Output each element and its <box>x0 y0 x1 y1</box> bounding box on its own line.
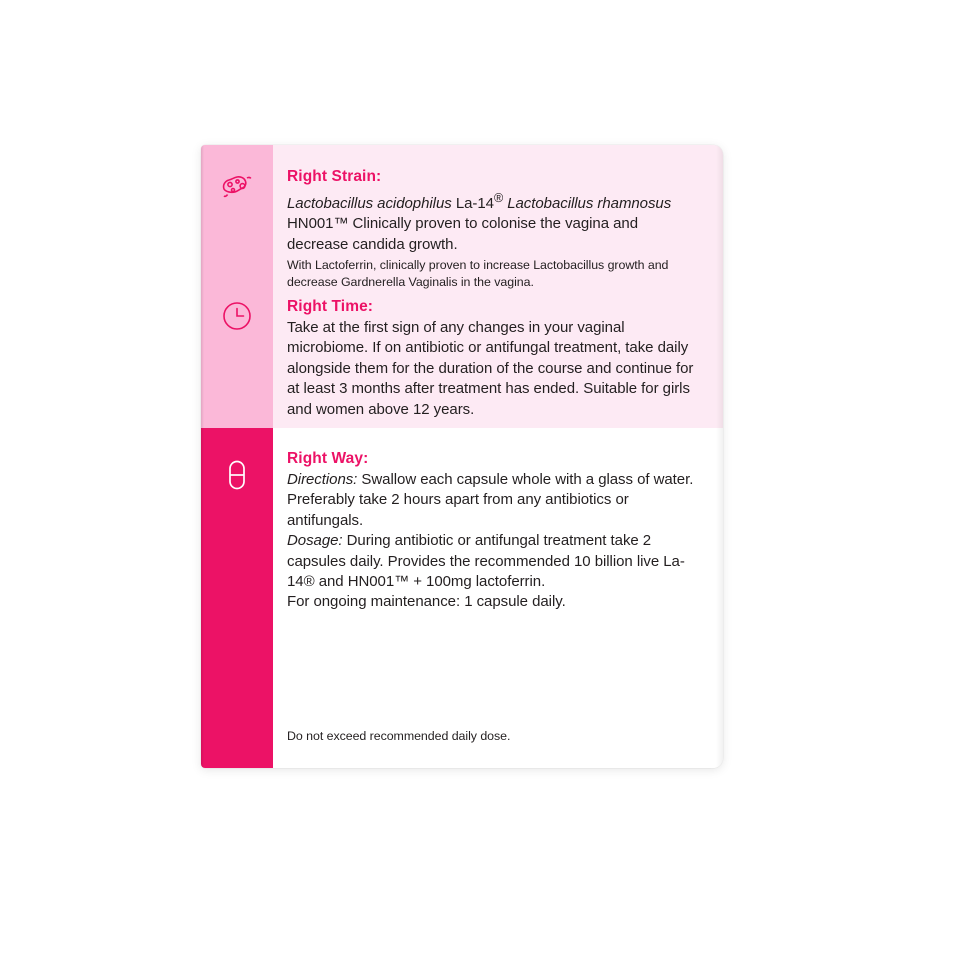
strain-code-2: HN001™ Clinically proven to colonise the vagina and decrease candida growth. <box>287 215 638 253</box>
section-body-right-time: Take at the first sign of any changes in your vaginal microbiome. If on antibiotic or antifungal treatment, take daily alongside them for the duration of the course and continue for at least 3 months after treatment has ended. Suitable for girls and women above 12 years. <box>287 319 694 418</box>
section-title-right-way: Right Way: <box>287 450 369 467</box>
directions-paragraph <box>287 470 699 531</box>
directions-text: Swallow each capsule whole with a glass of water. Preferably take 2 hours apart from any antibiotics or antifungals. <box>287 471 694 529</box>
section-right-way <box>287 449 699 613</box>
strain-name-2: Lactobacillus rhamnosus <box>503 195 672 212</box>
section-right-time <box>287 297 699 420</box>
panel-content <box>287 145 707 768</box>
clock-icon <box>217 296 257 336</box>
registered-mark-1: ® <box>493 191 504 205</box>
strain-fine-print: With Lactoferrin, clinically proven to increase Lactobacillus growth and decrease Gardnerella Vaginalis in the vagina. <box>287 258 669 289</box>
footnote-warning: Do not exceed recommended daily dose. <box>287 729 511 743</box>
section-body-right-strain <box>287 188 699 255</box>
maintenance-text: For ongoing maintenance: 1 capsule daily. <box>287 593 566 611</box>
strain-name-1: Lactobacillus acidophilus <box>287 195 452 212</box>
capsule-icon <box>217 455 257 495</box>
dosage-paragraph <box>287 531 699 592</box>
bacteria-icon <box>217 167 257 207</box>
strain-code-1: La-14 <box>451 195 494 212</box>
directions-label: Directions: <box>287 471 358 488</box>
product-box-panel <box>201 145 723 768</box>
section-title-right-time: Right Time: <box>287 298 374 315</box>
dosage-label: Dosage: <box>287 532 343 550</box>
dosage-text: During antibiotic or antifungal treatment take 2 capsules daily. Provides the recommended 10 billion live La-14® and HN001™ + 100mg lactoferrin. <box>287 532 685 591</box>
section-right-strain <box>287 167 699 290</box>
section-title-right-strain: Right Strain: <box>287 168 382 185</box>
